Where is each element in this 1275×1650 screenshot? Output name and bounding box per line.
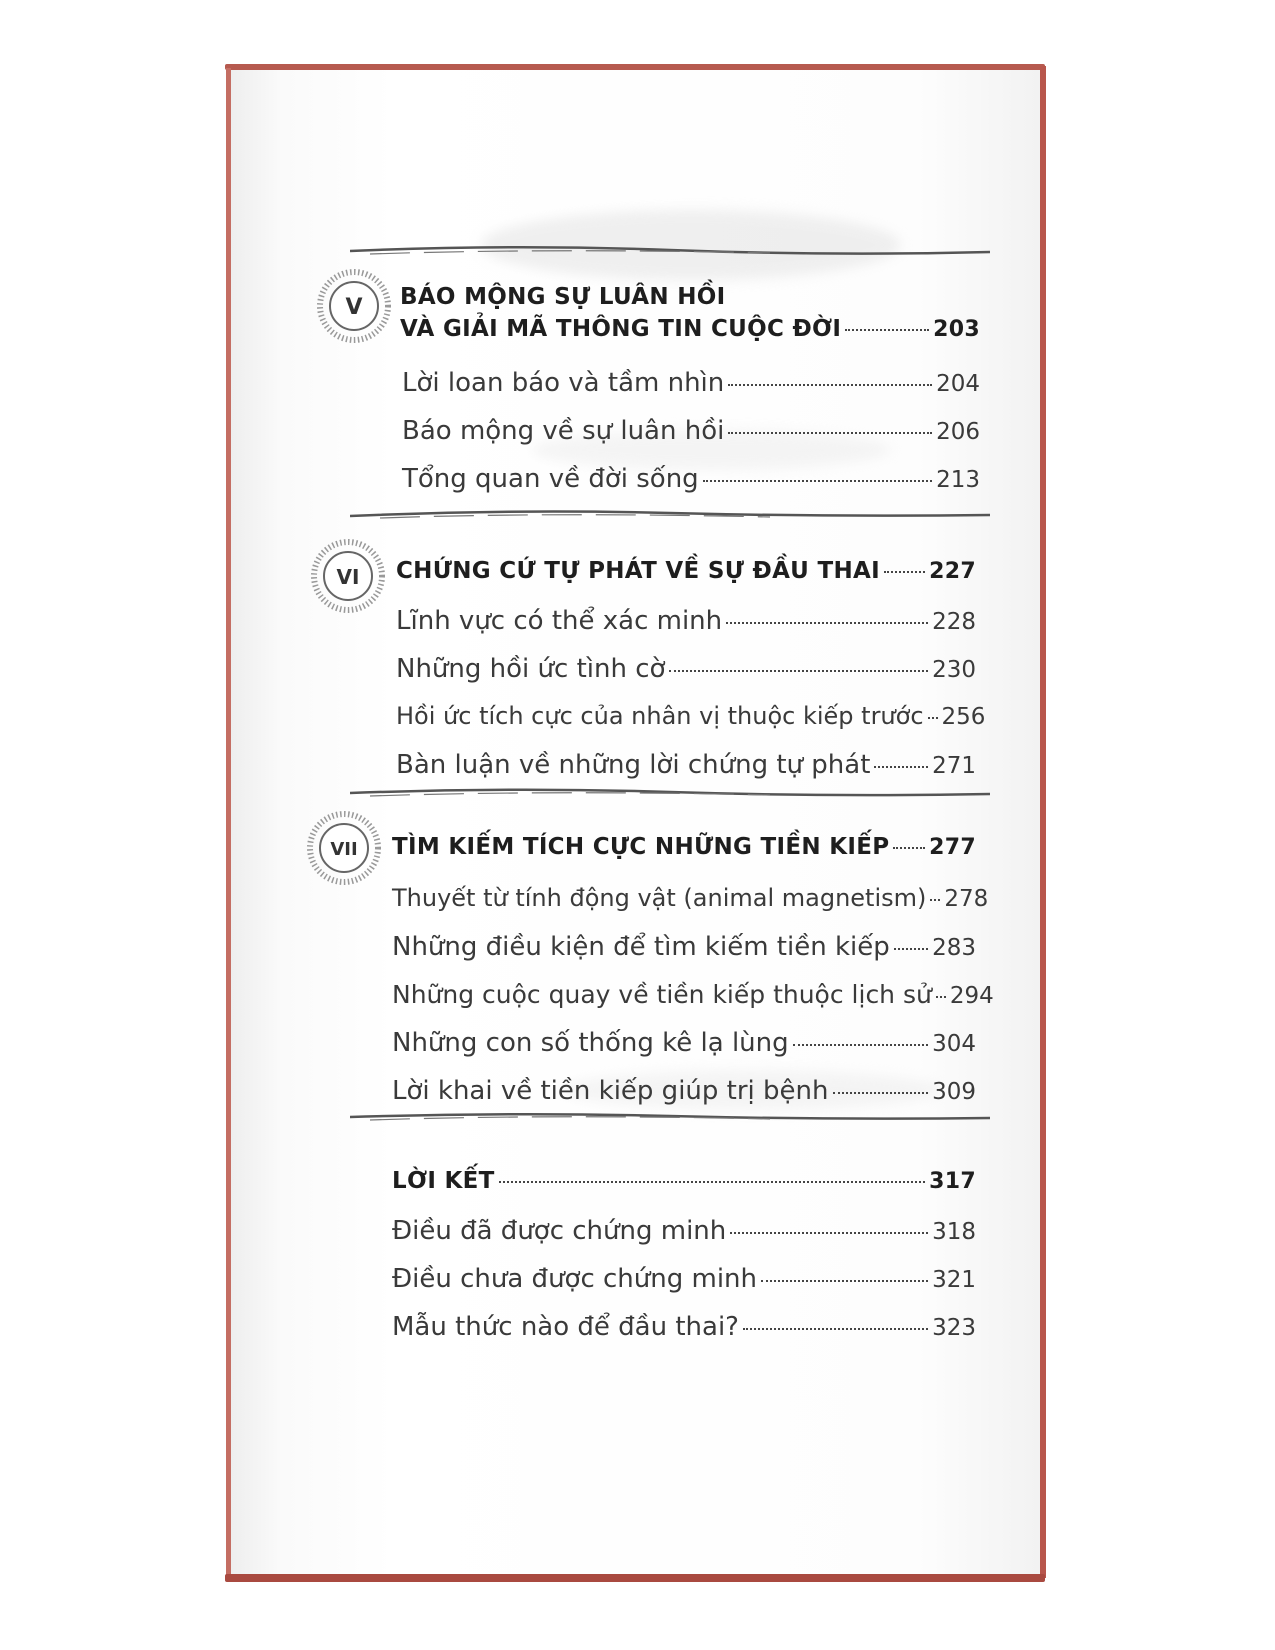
sunburst-badge-icon — [304, 808, 384, 888]
entry-title: Hồi ức tích cực của nhân vị thuộc kiếp trước — [396, 702, 924, 730]
chapter-title: VÀ GIẢI MÃ THÔNG TIN CUỘC ĐỜI — [400, 316, 842, 342]
section-divider — [350, 784, 990, 800]
leader-dots — [884, 571, 925, 573]
entry-title: Lời khai về tiền kiếp giúp trị bệnh — [392, 1076, 829, 1106]
toc-entry[interactable] — [396, 654, 976, 684]
toc-epilogue[interactable] — [392, 1168, 976, 1194]
page-number: 294 — [949, 983, 994, 1009]
entry-title: Mẫu thức nào để đầu thai? — [392, 1312, 739, 1342]
toc-entry[interactable] — [396, 750, 976, 780]
page-number: 277 — [929, 835, 976, 860]
toc-entry[interactable] — [402, 464, 980, 494]
page-number: 230 — [932, 657, 976, 683]
entry-title: Bàn luận về những lời chứng tự phát — [396, 750, 871, 780]
leader-dots — [928, 717, 938, 719]
toc-entry[interactable] — [392, 1028, 976, 1058]
section-divider — [350, 506, 990, 522]
toc-entry[interactable] — [392, 980, 994, 1009]
page-number: 228 — [932, 609, 976, 635]
chapter-number: VI — [336, 565, 360, 589]
leader-dots — [930, 899, 940, 901]
page-number: 323 — [932, 1315, 976, 1341]
page-number: 227 — [929, 559, 976, 584]
toc-entry[interactable] — [396, 702, 986, 730]
chapter-title: LỜI KẾT — [392, 1168, 495, 1194]
toc-entry[interactable] — [392, 932, 976, 962]
toc-entry[interactable] — [392, 1076, 976, 1106]
entry-title: Báo mộng về sự luân hồi — [402, 416, 725, 446]
chapter-title: TÌM KIẾM TÍCH CỰC NHỮNG TIỀN KIẾP — [392, 834, 890, 860]
toc-entry[interactable] — [392, 1312, 976, 1342]
leader-dots — [833, 1092, 929, 1094]
page-number: 321 — [932, 1267, 976, 1293]
page-number: 317 — [929, 1169, 976, 1194]
page-number: 206 — [936, 419, 980, 445]
sunburst-badge-icon — [308, 536, 388, 616]
page-number: 318 — [932, 1219, 976, 1245]
entry-title: Lời loan báo và tầm nhìn — [402, 368, 725, 398]
leader-dots — [669, 670, 928, 672]
page-number: 304 — [932, 1031, 976, 1057]
chapter-title: CHỨNG CỨ TỰ PHÁT VỀ SỰ ĐẦU THAI — [396, 558, 880, 584]
leader-dots — [894, 948, 928, 950]
leader-dots — [793, 1044, 928, 1046]
section-divider — [350, 1108, 990, 1124]
leader-dots — [743, 1328, 928, 1330]
toc-entry[interactable] — [396, 606, 976, 636]
page-number: 213 — [936, 467, 980, 493]
page-number: 271 — [932, 753, 976, 779]
entry-title: Những hồi ức tình cờ — [396, 654, 666, 684]
leader-dots — [499, 1181, 926, 1183]
leader-dots — [845, 329, 929, 331]
toc-chapter-6[interactable] — [396, 558, 976, 584]
page-number: 256 — [941, 704, 986, 730]
entry-title: Những con số thống kê lạ lùng — [392, 1028, 789, 1058]
sunburst-badge-icon — [314, 266, 394, 346]
entry-title: Điều chưa được chứng minh — [392, 1264, 758, 1294]
toc-chapter-5[interactable] — [400, 316, 980, 342]
chapter-badge-5 — [314, 266, 394, 346]
page-number: 278 — [944, 886, 989, 912]
entry-title: Những cuộc quay về tiền kiếp thuộc lịch sử — [392, 980, 932, 1009]
entry-title: Tổng quan về đời sống — [402, 464, 699, 494]
page-number: 309 — [932, 1079, 976, 1105]
entry-title: Thuyết từ tính động vật (animal magnetism) — [392, 884, 927, 912]
toc-entry[interactable] — [392, 1264, 976, 1294]
page-edge-right — [1040, 66, 1046, 1578]
entry-title: Lĩnh vực có thể xác minh — [396, 606, 723, 636]
leader-dots — [874, 766, 928, 768]
leader-dots — [761, 1280, 928, 1282]
page-edge-bottom — [225, 1574, 1045, 1582]
leader-dots — [728, 384, 932, 386]
page-number: 283 — [932, 935, 976, 961]
leader-dots — [703, 480, 932, 482]
chapter-number: V — [345, 295, 363, 320]
chapter-badge-6 — [308, 536, 388, 616]
chapter-badge-7 — [304, 808, 384, 888]
page-number: 203 — [933, 317, 980, 342]
entry-title: Những điều kiện để tìm kiếm tiền kiếp — [392, 932, 890, 962]
leader-dots — [728, 432, 932, 434]
leader-dots — [893, 847, 925, 849]
section-divider — [350, 242, 990, 258]
toc-entry[interactable] — [392, 1216, 976, 1246]
toc-chapter-7[interactable] — [392, 834, 976, 860]
chapter-5-title-line1: BÁO MỘNG SỰ LUÂN HỒI — [400, 284, 726, 310]
page-number: 204 — [936, 371, 980, 397]
toc-entry[interactable] — [402, 368, 980, 398]
entry-title: Điều đã được chứng minh — [392, 1216, 727, 1246]
chapter-number: VII — [330, 839, 358, 860]
leader-dots — [726, 622, 928, 624]
leader-dots — [730, 1232, 928, 1234]
toc-entry[interactable] — [392, 884, 989, 912]
toc-entry[interactable] — [402, 416, 980, 446]
leader-dots — [936, 996, 946, 998]
